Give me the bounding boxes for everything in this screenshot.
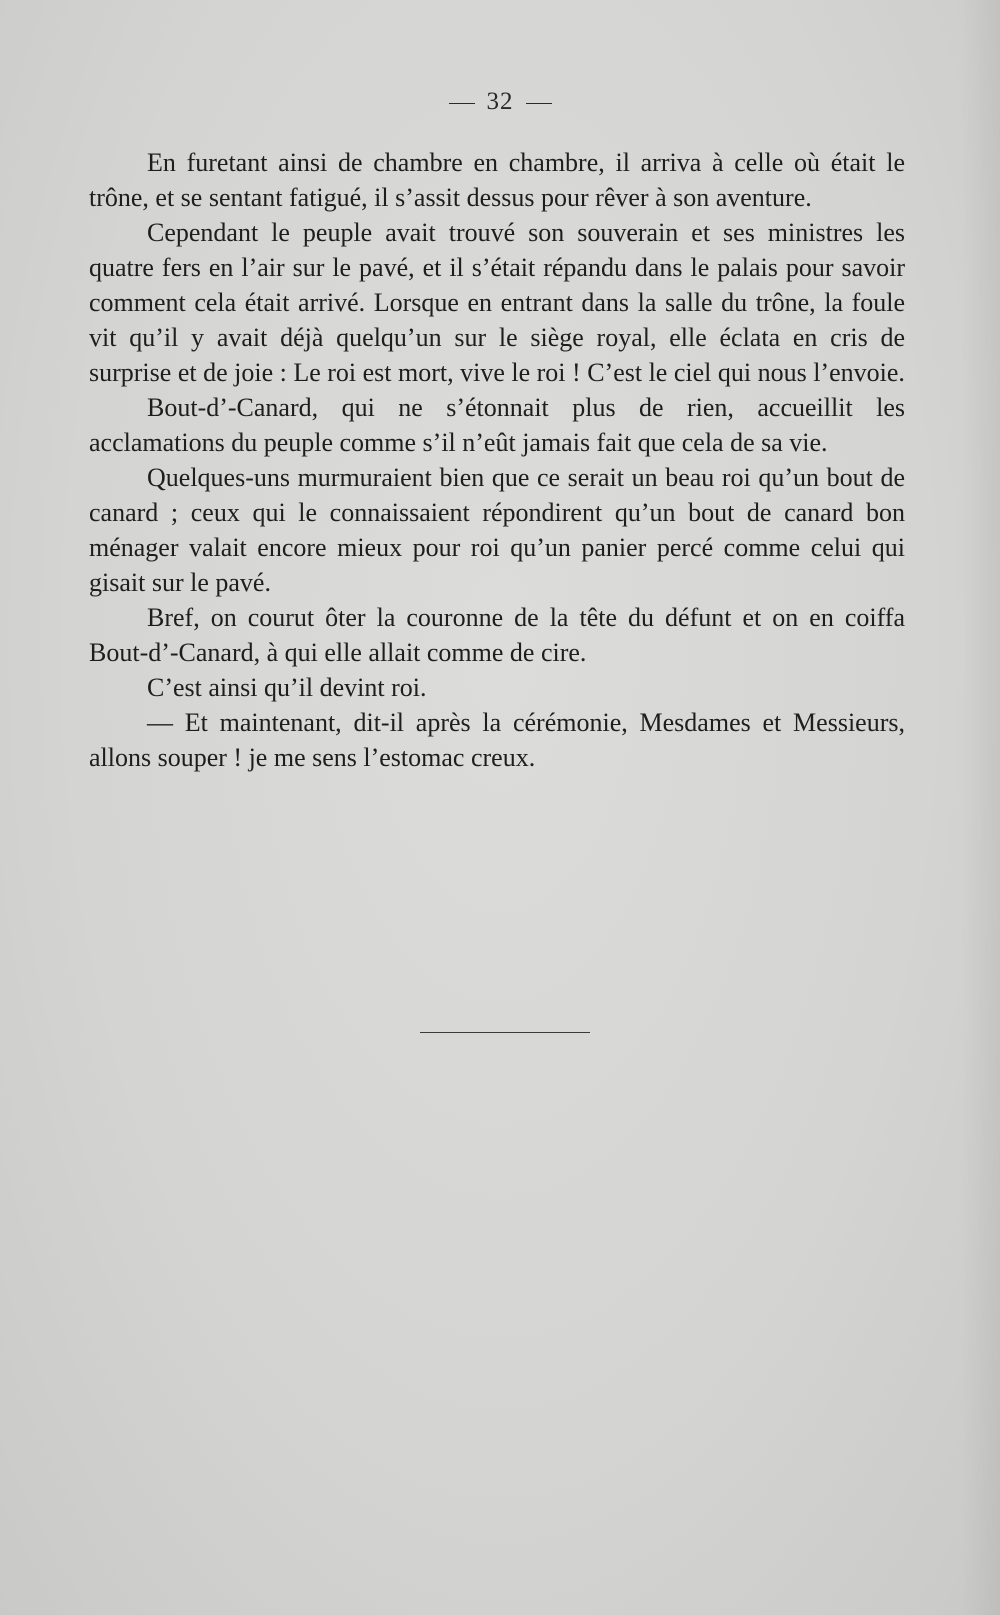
- paragraph-4: Quelques-uns murmuraient bien que ce serait un beau roi qu’un bout de canard ; ceux qui le connaissaient répondirent qu’un bout de canard bon ménager valait encore mieux pour roi qu’un panier percé comme celui qui gisait sur le pavé.: [89, 463, 905, 597]
- paragraph-1: En furetant ainsi de chambre en chambre, il arriva à celle où était le trône, et se sentant fatigué, il s’assit dessus pour rêver à son aventure.: [89, 148, 905, 212]
- page-number: 32: [486, 88, 514, 115]
- paragraph-5: Bref, on courut ôter la couronne de la tête du défunt et on en coiffa Bout-d’-Canard, à qui elle allait comme de cire.: [89, 603, 905, 667]
- paragraph-2: Cependant le peuple avait trouvé son souverain et ses ministres les quatre fers en l’air sur le pavé, et il s’était répandu dans le palais pour savoir comment cela était arrivé. Lorsque en entrant dans la salle du trône, la foule vit qu’il y avait déjà quelqu’un sur le siège royal, elle éclata en cris de surprise et de joie : Le roi est mort, vive le roi ! C’est le ciel qui nous l’envoie.: [89, 218, 905, 387]
- paragraph-7: — Et maintenant, dit-il après la cérémonie, Mesdames et Messieurs, allons souper ! je me sens l’estomac creux.: [89, 708, 905, 772]
- page-number-left-dash: [449, 103, 475, 105]
- end-of-chapter-rule: [420, 1032, 590, 1033]
- paragraph-3: Bout-d’-Canard, qui ne s’étonnait plus de rien, accueillit les acclamations du peuple comme s’il n’eût jamais fait que cela de sa vie.: [89, 393, 905, 457]
- page-number-header: [0, 88, 1000, 116]
- body-text: [89, 145, 905, 775]
- page-number-right-dash: [526, 103, 552, 105]
- paragraph-6: C’est ainsi qu’il devint roi.: [147, 673, 427, 702]
